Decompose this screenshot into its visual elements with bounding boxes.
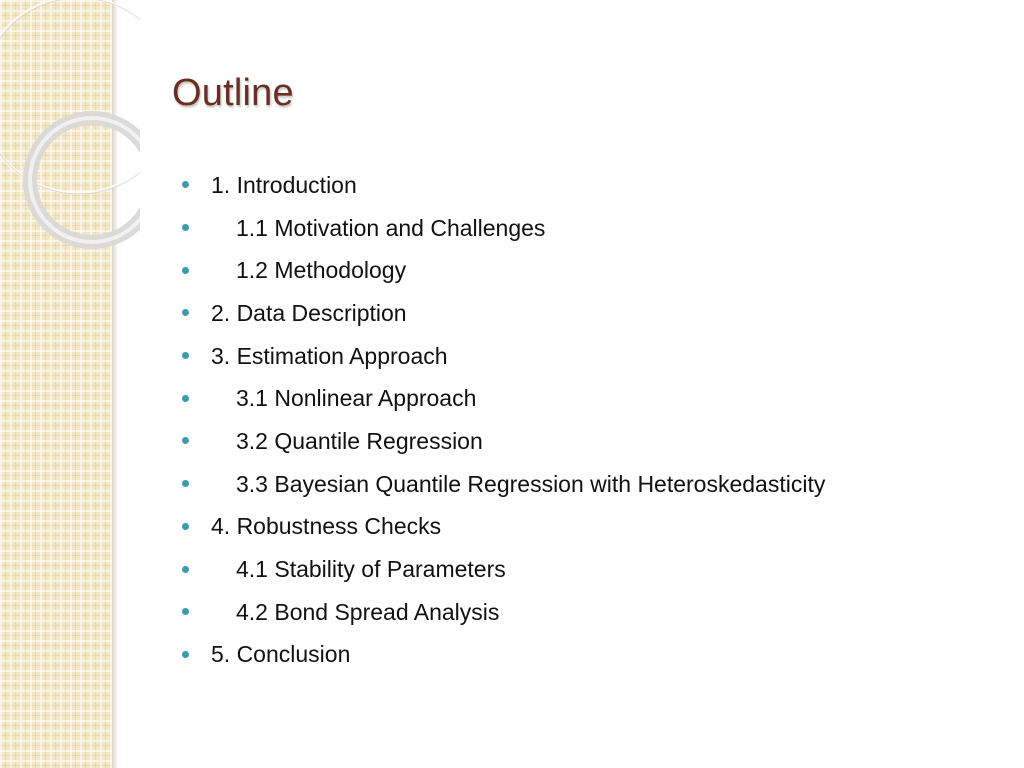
outline-subitem-bayesian-quantile-regression	[182, 463, 825, 506]
outline-item-robustness-checks	[182, 506, 825, 549]
outline-item-text: 1.1 Motivation and Challenges	[236, 214, 546, 241]
outline-item-text: 4. Robustness Checks	[211, 513, 442, 540]
outline-subitem-nonlinear-approach	[182, 377, 825, 420]
outline-item-estimation-approach	[182, 335, 825, 378]
bullet-dot-icon	[182, 224, 189, 231]
outline-item-text: 3.3 Bayesian Quantile Regression with Heteroskedasticity	[236, 470, 826, 497]
outline-item-text: 3. Estimation Approach	[211, 342, 448, 369]
bullet-dot-icon	[182, 267, 189, 274]
decorative-side-strip	[0, 0, 112, 768]
outline-subitem-quantile-regression	[182, 420, 825, 463]
bullet-dot-icon	[182, 523, 189, 530]
outline-item-text: 4.2 Bond Spread Analysis	[236, 598, 500, 625]
outline-item-text: 3.2 Quantile Regression	[236, 427, 483, 454]
outline-item-data-description	[182, 292, 825, 335]
outline-item-text: 5. Conclusion	[211, 641, 351, 668]
outline-item-text: 4.1 Stability of Parameters	[236, 556, 506, 583]
outline-list	[182, 164, 825, 676]
outline-subitem-motivation	[182, 207, 825, 250]
outline-item-text: 2. Data Description	[211, 299, 407, 326]
bullet-dot-icon	[182, 651, 189, 658]
outline-subitem-bond-spread-analysis	[182, 591, 825, 634]
outline-item-text: 3.1 Nonlinear Approach	[236, 385, 477, 412]
outline-item-text: 1. Introduction	[211, 171, 357, 198]
outline-subitem-stability-of-parameters	[182, 548, 825, 591]
slide-title: Outline	[172, 72, 294, 114]
outline-item-introduction	[182, 164, 825, 207]
outline-subitem-methodology	[182, 249, 825, 292]
bullet-dot-icon	[182, 566, 189, 573]
bullet-dot-icon	[182, 395, 189, 402]
outline-item-text: 1.2 Methodology	[236, 257, 407, 284]
outline-item-conclusion	[182, 634, 825, 677]
side-strip-shadow	[112, 0, 118, 768]
